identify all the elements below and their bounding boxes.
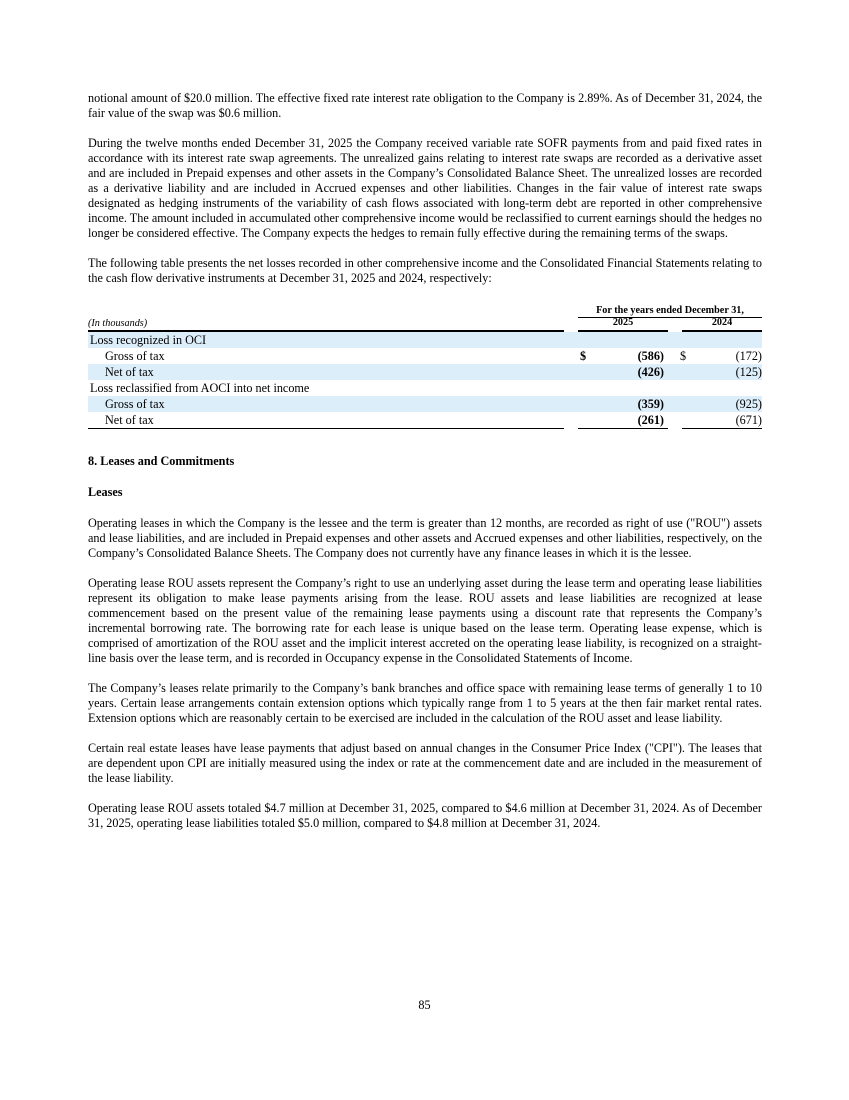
table-end-rule: [578, 428, 668, 429]
row-label: Loss reclassified from AOCI into net income: [90, 381, 310, 395]
currency-symbol: $: [680, 349, 687, 363]
paragraph-swap-notional: notional amount of $20.0 million. The effective fixed rate interest rate obligation to the Company is 2.89%. As of December 31, 2024, the fair value of the swap was $0.6 million.: [88, 91, 762, 120]
table-end-rule: [682, 428, 762, 429]
paragraph-cpi-leases: Certain real estate leases have lease payments that adjust based on annual changes in the Consumer Price Index ("CPI"). The leases that are dependent upon CPI are initially measured using the index or rate at the commencement date and are included in the measurement of the lease liability.: [88, 741, 762, 785]
row-label: Net of tax: [105, 413, 154, 427]
value-2025: (586): [637, 349, 664, 363]
currency-symbol: $: [580, 349, 587, 363]
table-row: [88, 412, 762, 428]
column-header-2024: 2024: [711, 317, 733, 328]
page-number: 85: [418, 998, 431, 1012]
oci-loss-table: [88, 302, 762, 428]
row-label: Gross of tax: [105, 397, 165, 411]
value-2025: (261): [637, 413, 664, 427]
table-end-rule: [88, 428, 564, 429]
table-row: [88, 332, 762, 348]
period-header: For the years ended December 31,: [596, 305, 744, 316]
subsection-heading: Leases: [88, 485, 123, 499]
paragraph-operating-leases: Operating leases in which the Company is the lessee and the term is greater than 12 months, are recorded as right of use ("ROU") assets and lease liabilities, and are included in Prepaid expenses and other assets and Accrued expenses and other liabilities, respectively, on the Company’s Consolidated Balance Sheets. The Company does not currently have any finance leases in which it is the lessee.: [88, 516, 762, 560]
value-2025: (426): [637, 365, 664, 379]
paragraph-swap-accounting: During the twelve months ended December 31, 2025 the Company received variable rate SOFR payments from and paid fixed rates in accordance with its interest rate swap agreements. The unrealized gains relating to interest rate swaps are recorded as a derivative asset and are included in Prepaid expenses and other assets in the Company’s Consolidated Balance Sheet. The unrealized losses are recorded as a derivative liability and are included in Accrued expenses and other liabilities. Changes in the fair value of interest rate swaps designated as hedging instruments of the variability of cash flows associated with long-term debt are reported in other comprehensive income. The amount included in accumulated other comprehensive income would be reclassified to current earnings should the hedges no longer be considered effective. The Company expects the hedges to remain fully effective during the remaining terms of the swaps.: [88, 136, 762, 240]
units-label: (In thousands): [88, 318, 148, 329]
paragraph-lease-terms: The Company’s leases relate primarily to the Company’s bank branches and office space with remaining lease terms of generally 1 to 10 years. Certain lease arrangements contain extension options which typically range from 1 to 5 years at the then fair market rental rates. Extension options which are reasonably certain to be exercised are included in the calculation of the ROU asset and lease liability.: [88, 681, 762, 725]
table-row: [88, 396, 762, 412]
value-2025: (359): [637, 397, 664, 411]
paragraph-lease-totals: Operating lease ROU assets totaled $4.7 million at December 31, 2025, compared to $4.6 million at December 31, 2024. As of December 31, 2025, operating lease liabilities totaled $5.0 million, compared to $4.8 million at December 31, 2024.: [88, 801, 762, 830]
value-2024: (172): [735, 349, 762, 363]
value-2024: (925): [735, 397, 762, 411]
table-header: [88, 302, 762, 332]
value-2024: (671): [735, 413, 762, 427]
value-2024: (125): [735, 365, 762, 379]
paragraph-rou-assets: Operating lease ROU assets represent the Company’s right to use an underlying asset during the lease term and operating lease liabilities represent its obligation to make lease payments arising from the lease. ROU assets and lease liabilities are recognized at lease commencement based on the present value of the remaining lease payments using a discount rate that represents the Company’s incremental borrowing rate. The borrowing rate for each lease is unique based on the lease term. Operating lease expense, which is comprised of amortization of the ROU asset and the implicit interest accreted on the operating lease liability, is recognized on a straight-line basis over the lease term, and is recorded in Occupancy expense in the Consolidated Statements of Income.: [88, 576, 762, 665]
row-label: Net of tax: [105, 365, 154, 379]
row-label: Gross of tax: [105, 349, 165, 363]
row-label: Loss recognized in OCI: [90, 333, 207, 347]
paragraph-table-intro: The following table presents the net losses recorded in other comprehensive income and the Consolidated Financial Statements relating to the cash flow derivative instruments at December 31, 2025 and 2024, respectively:: [88, 256, 762, 285]
table-row: [88, 364, 762, 380]
page-content: [88, 91, 762, 831]
table-row: [88, 380, 762, 396]
section-heading: 8. Leases and Commitments: [88, 454, 235, 468]
column-header-2025: 2025: [612, 317, 634, 328]
table-row: [88, 348, 762, 364]
